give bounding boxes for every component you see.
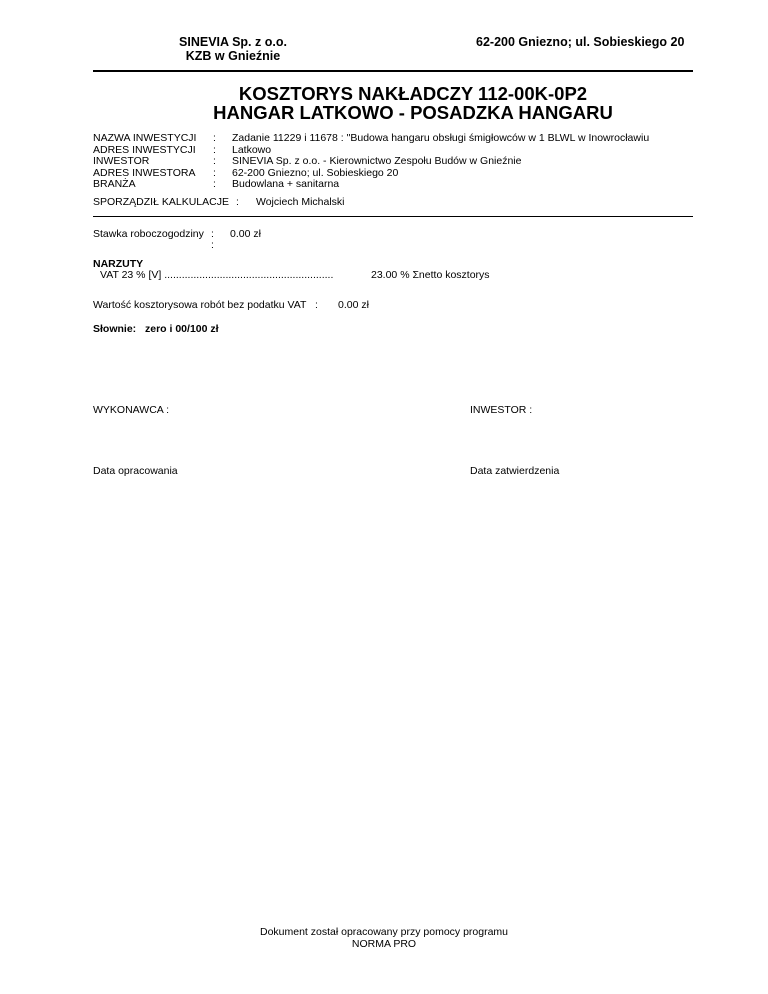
cost-value-label: Wartość kosztorysowa robót bez podatku VAT — [93, 299, 307, 311]
field-value: 62-200 Gniezno; ul. Sobieskiego 20 — [232, 166, 399, 179]
labor-rate-label: Stawka roboczogodziny — [93, 228, 204, 240]
field-label: BRANŻA — [93, 178, 136, 190]
field-labels — [93, 133, 196, 191]
field-separator: : — [213, 166, 216, 179]
vat-surcharge-value: 23.00 % Σnetto kosztorys — [371, 269, 490, 281]
labor-rate-value: 0.00 zł — [230, 228, 261, 240]
date-approved-label: Data zatwierdzenia — [470, 465, 560, 477]
in-words-value: zero i 00/100 zł — [145, 323, 219, 335]
document-title-line2: HANGAR LATKOWO - POSADZKA HANGARU — [213, 102, 613, 123]
in-words-label: Słownie: — [93, 323, 137, 335]
prepared-by-separator: : — [236, 196, 239, 208]
field-label: INWESTOR — [93, 155, 150, 167]
field-value: Latkowo — [232, 143, 272, 156]
contractor-signature-label: WYKONAWCA : — [93, 404, 170, 416]
company-branch: KZB w Gnieźnie — [185, 49, 281, 63]
header-divider — [93, 70, 693, 72]
company-address: 62-200 Gniezno; ul. Sobieskiego 20 — [476, 35, 685, 49]
company-name: SINEVIA Sp. z o.o. — [179, 35, 287, 49]
vat-surcharge-line: VAT 23 % [V] .......................................................... — [100, 269, 334, 281]
section-divider — [93, 216, 693, 217]
field-separator: : — [213, 132, 216, 144]
surcharges-heading: NARZUTY — [93, 258, 144, 270]
cost-value-separator: : — [315, 299, 318, 311]
field-value: SINEVIA Sp. z o.o. - Kierownictwo Zespołu Budów w Gnieźnie — [232, 155, 522, 167]
field-label: ADRES INWESTYCJI — [93, 143, 196, 156]
field-label: ADRES INWESTORA — [93, 166, 196, 179]
field-separator: : — [213, 178, 216, 190]
footer-line1: Dokument został opracowany przy pomocy programu — [259, 926, 509, 938]
field-value: Zadanie 11229 i 11678 : "Budowa hangaru obsługi śmigłowców w 1 BLWL w Inowrocławiu — [232, 132, 650, 144]
labor-rate-separator: : — [211, 228, 214, 240]
date-prepared-label: Data opracowania — [93, 465, 178, 477]
investor-signature-label: INWESTOR : — [470, 404, 533, 416]
field-label: NAZWA INWESTYCJI — [93, 132, 197, 144]
prepared-by-value: Wojciech Michalski — [256, 196, 345, 208]
field-separator: : — [213, 155, 216, 167]
labor-rate-separator: : — [211, 239, 214, 251]
field-values — [232, 133, 649, 191]
footer-program-name: NORMA PRO — [351, 937, 417, 950]
footer-note — [234, 927, 534, 950]
cost-value-amount: 0.00 zł — [338, 299, 369, 311]
document-title-line1: KOSZTORYS NAKŁADCZY 112-00K-0P2 — [238, 83, 588, 104]
field-value: Budowlana + sanitarna — [232, 178, 340, 190]
field-separator: : — [213, 143, 216, 156]
company-name-block — [170, 35, 296, 63]
prepared-by-label: SPORZĄDZIŁ KALKULACJE — [93, 196, 229, 208]
field-separators — [213, 133, 216, 191]
